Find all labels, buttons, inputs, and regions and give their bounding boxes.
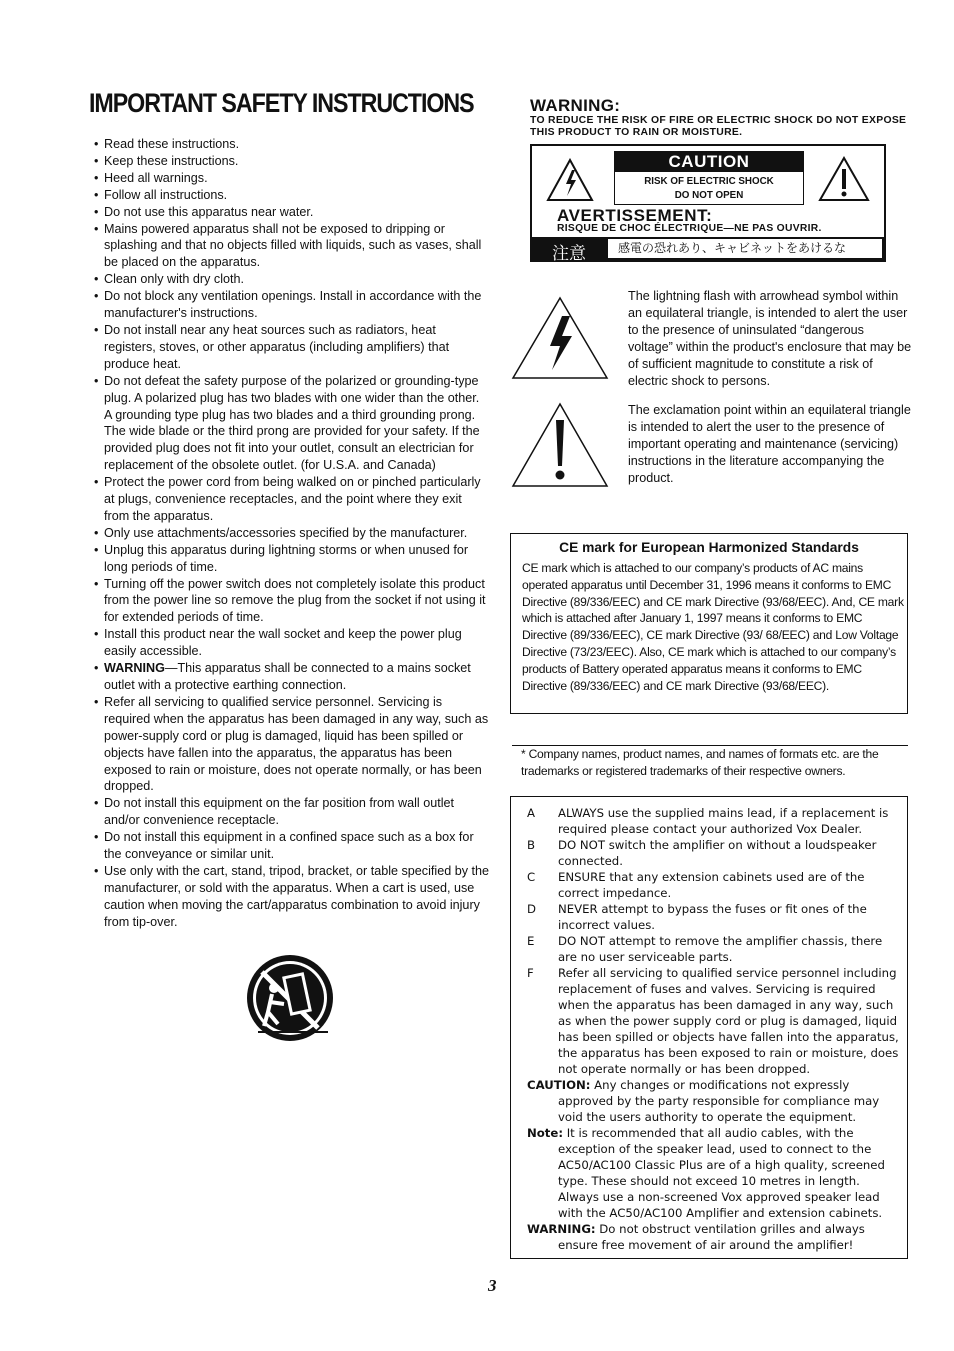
- instruction-item: [93, 660, 489, 694]
- vox-caution-label: CAUTION:: [527, 1078, 591, 1092]
- japanese-caution-label: 注意: [552, 244, 586, 264]
- instruction-item: • Refer all servicing to qualified service personnel. Servicing is required when the apparatus has been damaged in any way, such as power-supply cord or plug is damaged, liquid has been spilled or objects have fallen into the apparatus, the apparatus has been exposed to rain or moisture, does not operate normally, or has been dropped.: [93, 694, 489, 795]
- vox-note-text: NEVER attempt to bypass the fuses or fit ones of the incorrect values.: [558, 902, 867, 932]
- vox-warning-note: [527, 1221, 899, 1253]
- instruction-item: • Protect the power cord from being walked on or pinched particularly at plugs, convenience receptacles, and the point where they exit from the apparatus.: [93, 474, 489, 525]
- vox-note-text: It is recommended that all audio cables, with the exception of the speaker lead, used to connect to the AC50/AC100 Classic Plus are of a high quality, screened type. These should not exceed 10 metres in length. Always use a non-screened Vox approved speaker lead with the AC50/AC100 Amplifier and extension cabinets.: [558, 1126, 885, 1220]
- instruction-item: • Keep these instructions.: [93, 153, 489, 170]
- avertissement-title: AVERTISSEMENT:: [557, 206, 713, 225]
- vox-note-item: [527, 805, 899, 837]
- instruction-item: • Follow all instructions.: [93, 187, 489, 204]
- caution-center-panel: [614, 151, 804, 205]
- ce-mark-body: CE mark which is attached to our company’s products of AC mains operated apparatus until December 31, 1996 means it conforms to EMC Directive (89/336/EEC) and CE mark Directive (93/68/EEC). And, CE mark which is attached after January 1, 1997 means it conforms to EMC Directive (89/336/EEC), CE mark Directive (93/ 68/EEC) and Low Voltage Directive (73/23/EEC). Also, CE mark which is attached to our company’s products of Battery operated apparatus means it conforms to EMC Directive (89/336/EEC) and CE mark Directive (93/68/EEC).: [522, 561, 904, 693]
- instruction-item: • Do not install this equipment on the far position from wall outlet and/or convenience receptacle.: [93, 795, 489, 829]
- instruction-item: • Mains powered apparatus shall not be exposed to dripping or splashing and that no objects filled with liquids, such as vases, shall be placed on the apparatus.: [93, 221, 489, 272]
- warning-text: TO REDUCE THE RISK OF FIRE OR ELECTRIC SHOCK DO NOT EXPOSE THIS PRODUCT TO RAIN OR MOISTURE.: [530, 115, 907, 139]
- lightning-triangle-icon: [546, 158, 594, 202]
- exclamation-triangle-icon: [818, 156, 870, 202]
- risque-text: RISQUE DE CHOC ÉLECTRIQUE—NE PAS OUVRIR.: [557, 223, 822, 234]
- warning-heading: WARNING:: [530, 96, 621, 115]
- vox-note-item: [527, 869, 899, 901]
- lightning-triangle-icon: [510, 296, 610, 380]
- instruction-warning-label: WARNING: [104, 661, 165, 676]
- caution-title: CAUTION: [615, 152, 803, 172]
- vox-note: [527, 1125, 899, 1221]
- instruction-item: • Heed all warnings.: [93, 170, 489, 187]
- vox-note-item: [527, 965, 899, 1077]
- cart-tipover-icon: [244, 952, 338, 1046]
- instruction-item: • Use only with the cart, stand, tripod, bracket, or table specified by the manufacturer, or sold with the apparatus. When a cart is used, use caution when moving the cart/apparatus combination to avoid injury from tip-over.: [93, 863, 489, 931]
- instruction-item: • Install this product near the wall socket and keep the power plug easily accessible.: [93, 626, 489, 660]
- page-number: 3: [488, 1276, 497, 1295]
- instruction-item: • Unplug this apparatus during lightning storms or when unused for long periods of time.: [93, 542, 489, 576]
- exclamation-triangle-icon: [510, 402, 610, 488]
- instruction-item: • Do not install this equipment in a confined space such as a box for the conveyance or similar unit.: [93, 829, 489, 863]
- ce-mark-title: CE mark for European Harmonized Standards: [559, 540, 859, 555]
- instruction-warning-text: —This apparatus shall be connected to a mains socket outlet with a protective earthing connection.: [104, 661, 471, 692]
- vox-note-letter: B: [527, 838, 536, 852]
- vox-note-label: Note:: [527, 1126, 563, 1140]
- vox-caution-text: Any changes or modifications not expressly approved by the party responsible for compliance may void the users authority to operate the equipment.: [558, 1078, 880, 1124]
- vox-notes-box: [510, 796, 908, 1259]
- lightning-symbol-description: The lightning flash with arrowhead symbol within an equilateral triangle, is intended to alert the user to the presence of uninsulated “dangerous voltage” within the product's enclosure that may be of sufficient magnitude to constitute a risk of electric shock to persons.: [628, 289, 912, 388]
- instruction-item: • Turning off the power switch does not completely isolate this product from the power line so remove the plug from the socket if not using it for extended periods of time.: [93, 576, 489, 627]
- page-title: IMPORTANT SAFETY INSTRUCTIONS: [89, 88, 474, 118]
- instruction-item: • Read these instructions.: [93, 136, 489, 153]
- vox-note-letter: D: [527, 902, 536, 916]
- vox-note-text: ALWAYS use the supplied mains lead, if a replacement is required please contact your authorized Vox Dealer.: [558, 806, 889, 836]
- instruction-item: • Do not use this apparatus near water.: [93, 204, 489, 221]
- vox-caution-note: [527, 1077, 899, 1125]
- vox-note-letter: A: [527, 806, 535, 820]
- ce-mark-box: [510, 533, 908, 714]
- risk-line-2: DO NOT OPEN: [674, 190, 744, 201]
- caution-label-box: [530, 144, 886, 262]
- risk-line-1: RISK OF ELECTRIC SHOCK: [644, 176, 774, 187]
- vox-note-item: [527, 901, 899, 933]
- safety-instructions-list: [93, 136, 489, 931]
- instruction-item: • Clean only with dry cloth.: [93, 271, 489, 288]
- japanese-caution-text: 感電の恐れあり、キャビネットをあけるな: [608, 239, 882, 258]
- vox-note-letter: E: [527, 934, 535, 948]
- instruction-item: • Do not install near any heat sources such as radiators, heat registers, stoves, or other apparatus (including amplifiers) that produce heat.: [93, 322, 489, 373]
- vox-note-letter: C: [527, 870, 536, 884]
- exclamation-symbol-description: The exclamation point within an equilateral triangle is intended to alert the user to the presence of important operating and maintenance (servicing) instructions in the literature accompanying the product.: [628, 403, 911, 485]
- vox-note-letter: F: [527, 966, 534, 980]
- instruction-item: • Do not defeat the safety purpose of the polarized or grounding-type plug. A polarized plug has two blades with one wider than the other. A grounding type plug has two blades and a third grounding prong. The wide blade or the third prong are provided for your safety. If the provided plug does not fit into your outlet, consult an electrician for replacement of the obsolete outlet. (for U.S.A. and Canada): [93, 373, 489, 474]
- instruction-item: • Do not block any ventilation openings. Install in accordance with the manufacturer's instructions.: [93, 288, 489, 322]
- vox-note-text: DO NOT attempt to remove the amplifier chassis, there are no user serviceable parts.: [558, 934, 883, 964]
- vox-note-text: Refer all servicing to qualified service personnel including replacement of fuses and valves. Servicing is required when the apparatus has been damaged in any way, such as when the power supply cord or plug is damaged, liquid has been spilled or objects have fallen into the apparatus, the apparatus has been exposed to rain or moisture, does not operate normally or has been dropped.: [558, 966, 899, 1076]
- instruction-item: • Only use attachments/accessories specified by the manufacturer.: [93, 525, 489, 542]
- vox-warning-label: WARNING:: [527, 1222, 596, 1236]
- vox-warning-text: Do not obstruct ventilation grilles and always ensure free movement of air around the amplifier!: [558, 1222, 865, 1252]
- vox-note-text: DO NOT switch the amplifier on without a loudspeaker connected.: [558, 838, 877, 868]
- vox-note-item: [527, 837, 899, 869]
- vox-note-item: [527, 933, 899, 965]
- trademark-note: * Company names, product names, and names of formats etc. are the trademarks or registered trademarks of their respective owners.: [521, 747, 879, 778]
- vox-note-text: ENSURE that any extension cabinets used are of the correct impedance.: [558, 870, 865, 900]
